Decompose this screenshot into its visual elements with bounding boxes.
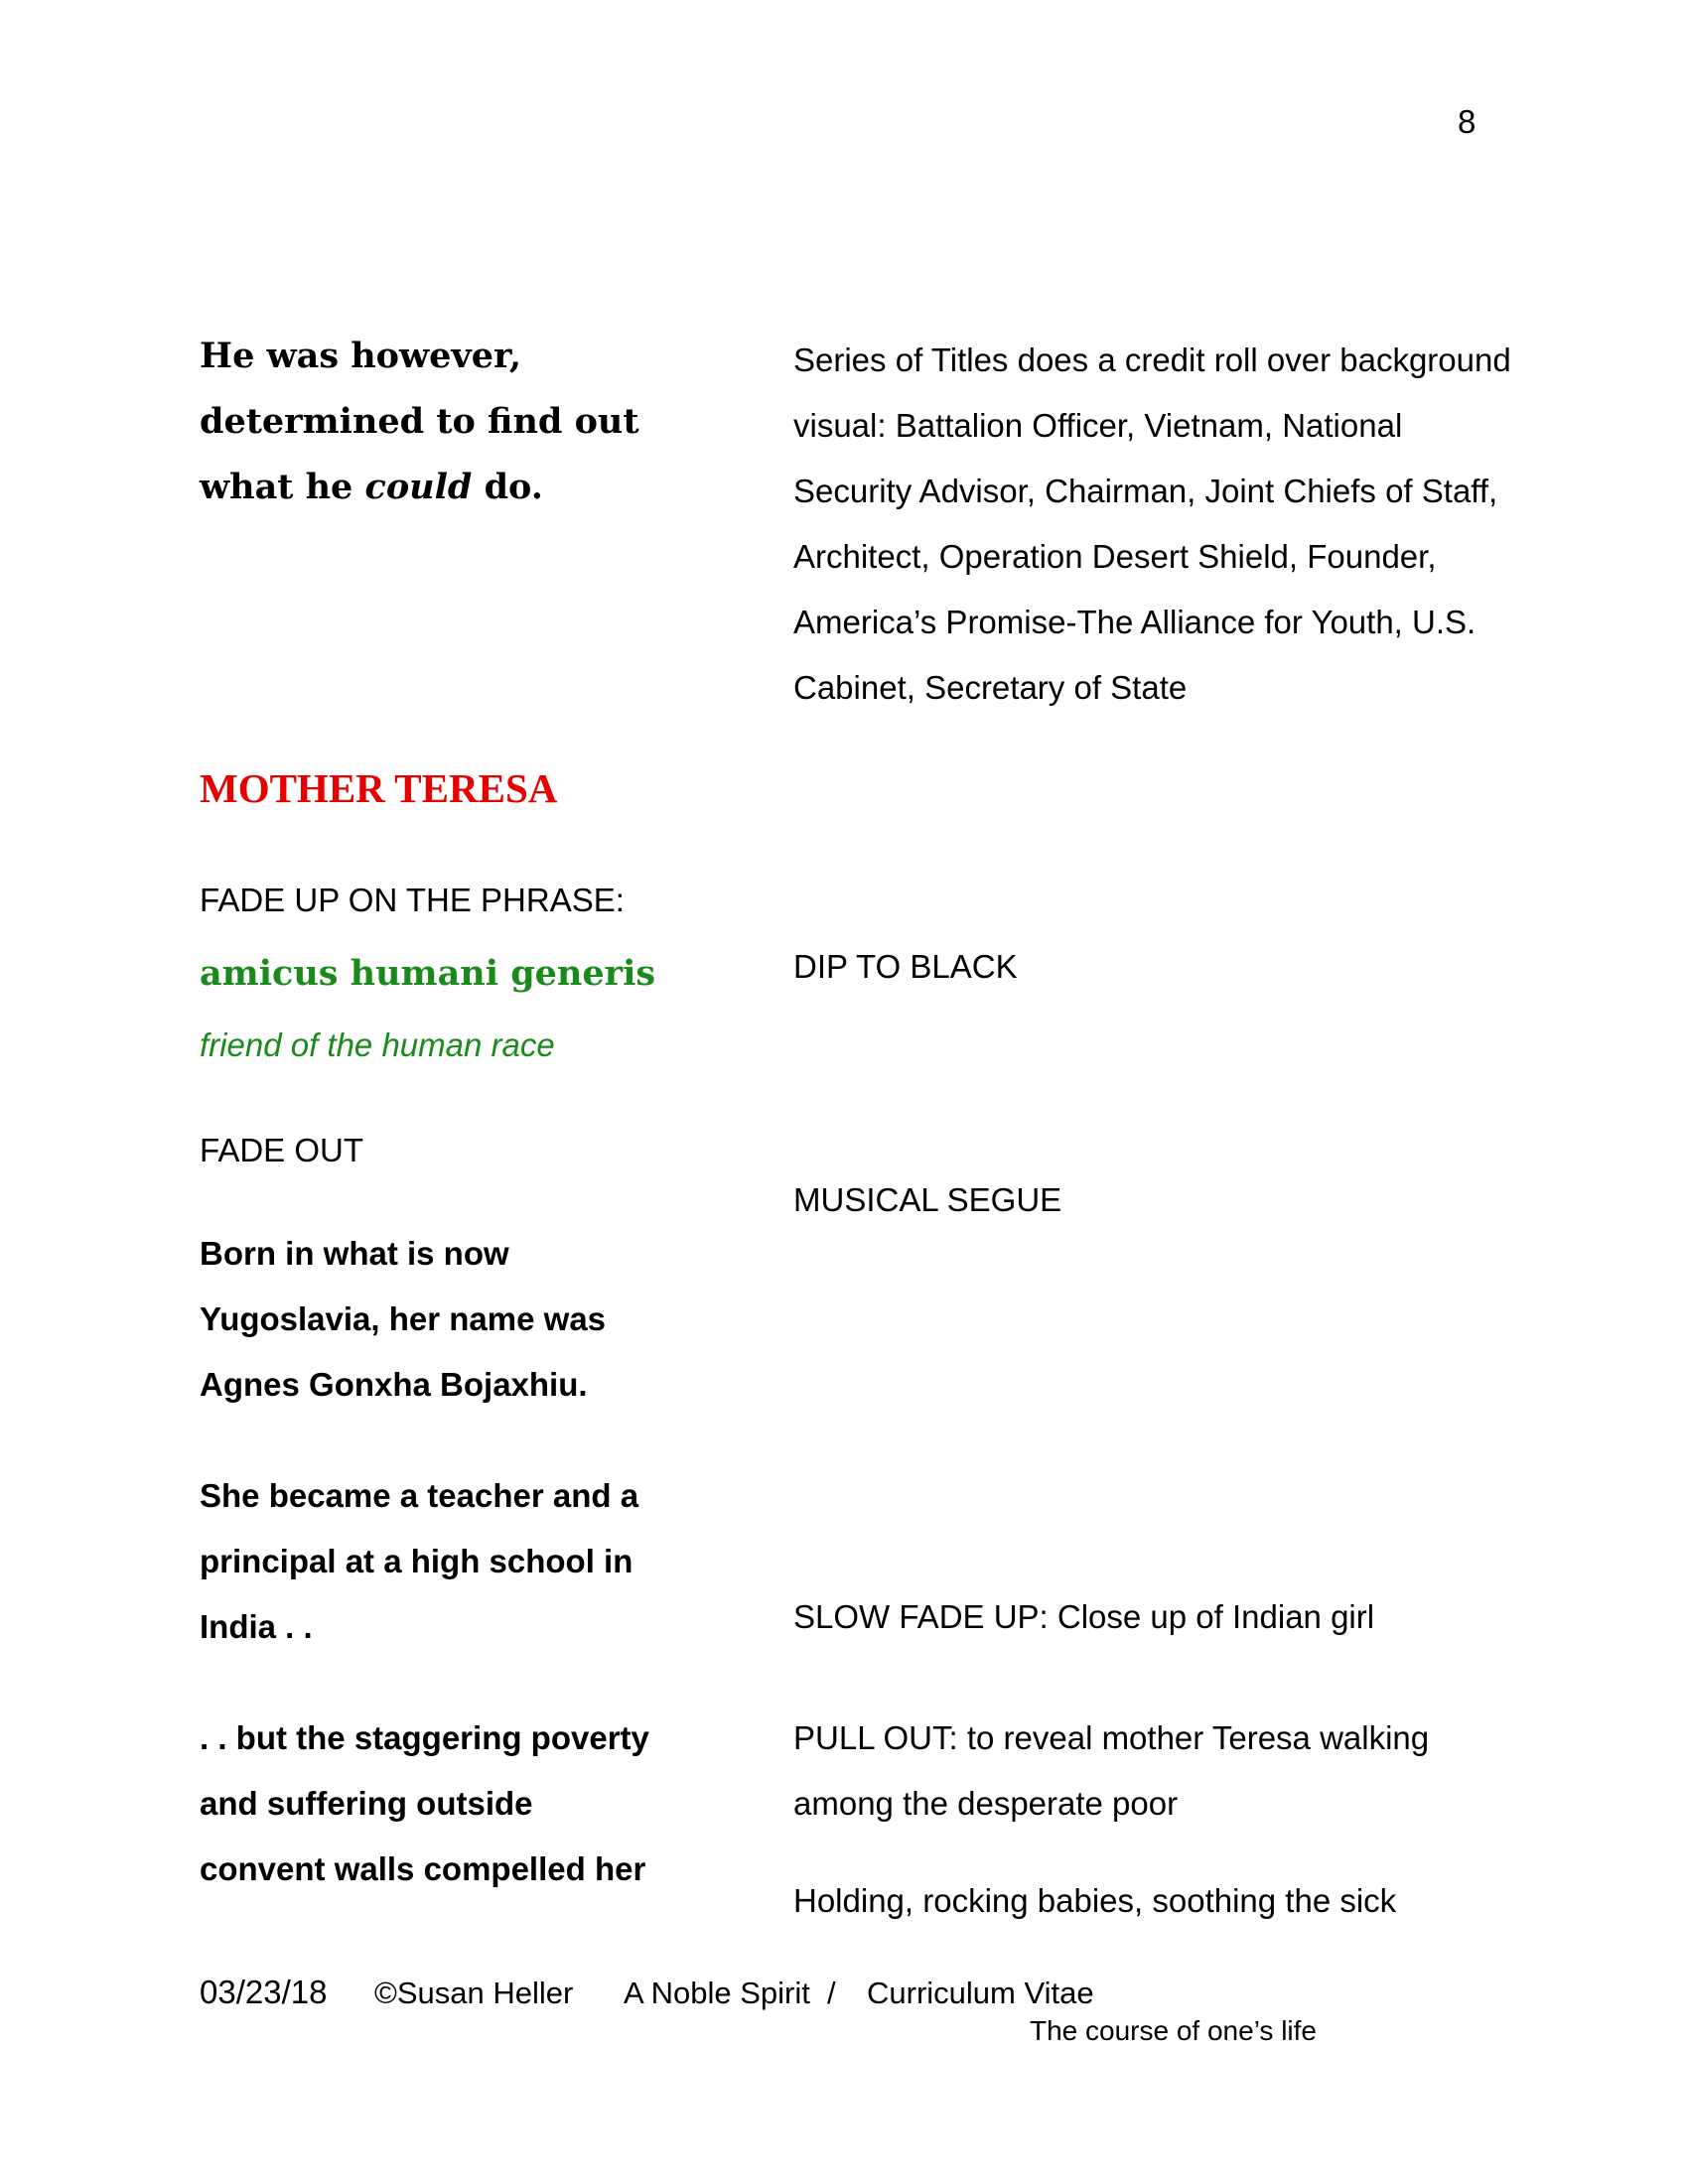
- page-number: 8: [1458, 103, 1477, 140]
- narration-block: [200, 1463, 638, 1660]
- titles-line: visual: Battalion Officer, Vietnam, National: [793, 407, 1403, 444]
- narration-line: Agnes Gonxha Bojaxhiu.: [200, 1366, 588, 1403]
- pull-out-direction: [793, 1706, 1429, 1837]
- musical-segue-direction: MUSICAL SEGUE: [793, 1181, 1062, 1218]
- footer-separator: /: [827, 1976, 836, 2010]
- narration-line: . . but the staggering poverty: [200, 1719, 649, 1756]
- fade-up-direction: FADE UP ON THE PHRASE:: [200, 882, 625, 918]
- direction-line: among the desperate poor: [793, 1785, 1179, 1822]
- latin-phrase: amicus humani generis: [200, 953, 656, 994]
- titles-line: America’s Promise-The Alliance for Youth, U.S.: [793, 604, 1477, 640]
- narration-line: Born in what is now: [200, 1235, 509, 1272]
- narration-block: [200, 1221, 606, 1418]
- narration-line: convent walls compelled her: [200, 1850, 646, 1887]
- dip-to-black-direction: DIP TO BLACK: [793, 948, 1018, 985]
- narration-line: Yugoslavia, her name was: [200, 1300, 607, 1337]
- fade-out-direction: FADE OUT: [200, 1132, 364, 1168]
- lead-narration: [200, 324, 639, 520]
- titles-line: Cabinet, Secretary of State: [793, 669, 1188, 706]
- emphasis-could: could: [364, 467, 473, 507]
- titles-line: Series of Titles does a credit roll over background: [793, 341, 1511, 378]
- section-title: MOTHER TERESA: [200, 765, 558, 811]
- footer-date: 03/23/18: [200, 1974, 328, 2010]
- titles-line: Security Advisor, Chairman, Joint Chiefs of Staff,: [793, 473, 1498, 509]
- lead-line: what he could do.: [200, 467, 543, 507]
- slow-fade-up-direction: SLOW FADE UP: Close up of Indian girl: [793, 1598, 1375, 1635]
- direction-line: PULL OUT: to reveal mother Teresa walking: [793, 1719, 1430, 1756]
- holding-direction: Holding, rocking babies, soothing the sick: [793, 1882, 1397, 1919]
- footer-copyright: ©Susan Heller: [374, 1976, 574, 2010]
- footer-title: A Noble Spirit: [624, 1976, 810, 2010]
- lead-line: He was however,: [200, 336, 522, 376]
- footer-tagline: The course of one’s life: [1030, 2015, 1317, 2046]
- footer-subtitle: Curriculum Vitae: [867, 1976, 1094, 2010]
- titles-roll-direction: [793, 328, 1511, 721]
- narration-line: India . .: [200, 1608, 313, 1645]
- narration-line: She became a teacher and a: [200, 1477, 639, 1514]
- narration-block: [200, 1706, 649, 1902]
- narration-line: principal at a high school in: [200, 1543, 633, 1579]
- lead-line: determined to find out: [200, 401, 639, 442]
- latin-translation: friend of the human race: [200, 1026, 555, 1063]
- titles-line: Architect, Operation Desert Shield, Founder,: [793, 538, 1437, 575]
- narration-line: and suffering outside: [200, 1785, 533, 1822]
